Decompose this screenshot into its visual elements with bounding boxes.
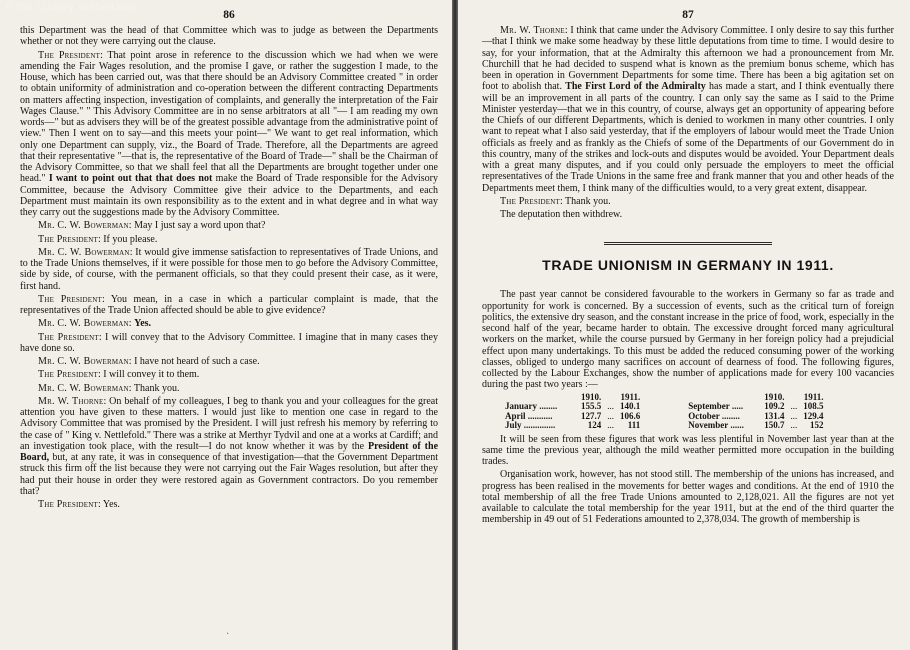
column-spacer — [643, 412, 685, 422]
value-1910: 124 — [587, 420, 602, 430]
speaker-name: The President — [38, 233, 98, 245]
value-1910: 131.4 — [764, 410, 785, 421]
dialogue-paragraph: The President: Thank you. — [500, 195, 611, 207]
dialogue-paragraph: The President: You mean, in a case in which a particular complaint is made, that the representatives of the Trade Union affected should be able to give evidence? — [20, 293, 439, 316]
speaker-name: Mr. C. W. Bowerman — [38, 382, 129, 394]
leader-dots: ... — [790, 420, 798, 430]
month-label: November ...... — [688, 420, 744, 430]
left-page-body — [20, 25, 438, 510]
year-header: 1911. — [620, 391, 641, 402]
value-1910: 109.2 — [764, 401, 785, 411]
dialogue-paragraph: Mr. C. W. Bowerman: May I just say a word upon that? — [38, 220, 266, 232]
right-page-dialogue — [482, 25, 894, 220]
value-1910: 155.5 — [581, 401, 602, 411]
dialogue-paragraph: The deputation then withdrew. — [500, 209, 623, 220]
year-header: 1910. — [581, 391, 602, 402]
speaker-name: Mr. C. W. Bowerman — [38, 246, 130, 258]
dialogue-paragraph: The President: If you please. — [38, 233, 158, 245]
page-number: 86 — [223, 9, 235, 21]
dialogue-paragraph: The President: Yes. — [38, 499, 120, 510]
emphasized-text: Yes. — [134, 318, 152, 330]
value-1911: 106.6 — [620, 410, 641, 421]
value-1910: 127.7 — [581, 410, 602, 421]
leader-dots: ... — [607, 410, 614, 421]
table-row — [502, 421, 827, 431]
leader-dots: ... — [790, 410, 798, 421]
value-1911: 140.1 — [620, 401, 641, 411]
month-label: January ........ — [505, 401, 558, 411]
scan-mark: · — [226, 629, 230, 640]
speaker-name: The President — [38, 499, 98, 510]
month-label: October ........ — [688, 410, 740, 421]
article-paragraph: Organisation work, however, has not stood still. The membership of the unions has increased, and progress has been realised in the movements for better wages and conditions. At the end of 1910 the total membership of all the free Trade Unions amounted to 2,128,021. All the figures are not yet available to calculate the total membership for the year 1911, but at the end of the third quarter the membership in 49 out of 51 Federations amounted to 2,378,034. The growth of membership is — [482, 469, 894, 526]
dialogue-paragraph: Mr. C. W. Bowerman: I have not heard of such a case. — [38, 356, 260, 367]
dialogue-paragraph: Mr. W. Thorne: I think that came under the Advisory Committee. I only desire to say this further—that I think we make some headway by these little deputations from time to time. I would desire to say, for your information, that at the Admiralty this afternoon we had a pronouncement from Mr. Churchill that he had decided to suspend what is known as the premium bonus scheme, which has been in operation in Government Departments for some time. There has been a big agitation set on foot to abolish that. The First Lord of the Admiralty has made a start, and I think eventually there will be an improvement in all parts of the country. I can only say the same as I said to the Prime Minister yesterday—that we in this country, of course, always get an opportunity of appearing before the Chiefs of our different Departments, which is denied to workmen in many other countries. I only want to repeat what I also said yesterday, that if the employers of labour would meet the Trade Union officials as freely and as frankly as the Chiefs of some of the Departments of our Government do in this country, many of the strikes and lock-outs and disputes would be avoided. Your Department deals with a great many disputes, and if you could only persuade the employers to meet the official representatives of the Trade Unions in the same free and frank manner that you and other heads of the Departments meet them, I think many of the difficulties would, to a very great extent, disappear. — [482, 25, 894, 194]
month-label: September ..... — [688, 401, 744, 411]
month-label: July .............. — [505, 420, 556, 430]
speaker-name: The President — [38, 369, 98, 381]
speaker-name: Mr. C. W. Bowerman — [38, 220, 129, 232]
year-header: 1911. — [803, 391, 824, 402]
left-page — [0, 0, 452, 650]
leader-dots: ... — [607, 420, 614, 430]
emphasized-text: President of the Board, — [20, 440, 439, 463]
article-heading: TRADE UNIONISM IN GERMANY IN 1911. — [542, 257, 834, 274]
dialogue-paragraph: The President: That point arose in reference to the discussion which we had when we were amending the Fair Wages resolution, and the promise I gave, or rather the suggestion I made, to the House, which has been carried out, was that there should be an Advisory Committee created " in order to obtain uniformity of administration and co-operation between the different contracting Departments on matters affecting inspection, investigation of complaints, and generally the interpretation of the Fair Wages Clause." " This Advisory Committee are in no sense arbitrators at all "— I am reading my own words—" but as advisers they will be of the greatest possible advantage from the administrative point of view." Then I went on to say—and this meets your point—" We want to get real information, which only one Department can supply, viz., the Board of Trade. Therefore, all the Departments are agreed that their representative "—that is, the representative of the Board of Trade—" shall be the Chairman of the Advisory Committee, so that we shall feel that all the Departments are brought together under one head." I want to point out that that does not make the Board of Trade responsible for the Advisory Committee, because the Advisory Committee give their advice to the Departments, and each Department must maintain its own responsibility as to the extent and in what degree and in what way they carry out the suggestions made by the Advisory Committee. — [20, 49, 438, 218]
article-body — [482, 289, 894, 525]
speaker-name: Mr. C. W. Bowerman — [38, 356, 129, 367]
speaker-name: Mr. C. W. Bowerman — [38, 318, 129, 330]
section-divider — [604, 242, 772, 247]
leader-dots: ... — [607, 401, 614, 411]
vacancy-table — [502, 393, 827, 431]
speaker-name: The President — [38, 293, 102, 305]
value-1911: 111 — [627, 420, 641, 430]
speaker-name: Mr. W. Thorne — [38, 395, 104, 407]
value-1910: 150.7 — [764, 420, 785, 430]
speaker-name: Mr. W. Thorne — [500, 25, 565, 36]
dialogue-paragraph: Mr. C. W. Bowerman: Yes. — [38, 318, 152, 330]
dialogue-paragraph: this Department was the head of that Committee which was to judge as between the Departments whether or not they were carrying out the clause. — [20, 25, 438, 48]
column-spacer — [643, 402, 685, 412]
article-paragraph: It will be seen from these figures that work was less plentiful in November last year than at the same time the previous year, although the mild weather permitted more occupation in the building trades. — [482, 433, 894, 467]
emphasized-text: I want to point out that that does not — [48, 173, 213, 185]
article-paragraph: The past year cannot be considered favourable to the workers in Germany so far as trade and opportunity for work is concerned. By a succession of events, such as the critical turn of foreign politics, the extensive dry season, and the constant increase in the price of food, work, especially in the second half of the year, became harder to obtain. The excessive drought forced many agricultural workers on the market, while the course pursued by Germany in her foreign policy had a prejudicial effect upon many undertakings. To this must be added the reduced consuming power of the working classes, obliged to undergo many sacrifices on account of dearness of food. The following figures, collected by the Labour Exchanges, show the number of applications made for every 100 vacancies during the past two years :— — [482, 289, 894, 391]
emphasized-text: The First Lord of the Admiralty — [565, 81, 706, 93]
dialogue-paragraph: Mr. W. Thorne: On behalf of my colleagues, I beg to thank you and your colleagues for the great attention you have given to these matters. I would just like to mention one case in regard to the Advisory Committee that was promised by the President. I will just refresh his memory by referring to the case of " King v. Nettlefold." There was a strike at Merthyr Tydvil and one at a works at Cardiff; and an investigation took place, with the result—I do not know whether it was by the President of the Board, but, at any rate, it was in consequence of that investigation—that the Government Department struck this firm off the list because they were not carrying out the Fair Wages resolution, but after they had put their house in order they were restored again as Government contractors. Do you remember that? — [20, 395, 439, 497]
column-spacer — [643, 421, 685, 431]
month-label: April ........... — [505, 410, 553, 421]
speaker-name: The President — [38, 331, 99, 343]
speaker-name: The President — [38, 49, 101, 61]
dialogue-paragraph: The President: I will convey that to the Advisory Committee. I imagine that in many cases they have done so. — [20, 331, 438, 354]
dialogue-paragraph: The President: I will convey it to them. — [38, 369, 200, 381]
value-1911: 108.5 — [803, 401, 824, 411]
page-number: 87 — [682, 9, 694, 21]
leader-dots: ... — [790, 401, 798, 411]
value-1911: 152 — [810, 420, 824, 430]
speaker-name: The President — [500, 195, 560, 207]
year-header: 1910. — [764, 391, 785, 402]
dialogue-paragraph: Mr. C. W. Bowerman: Thank you. — [38, 382, 180, 394]
value-1911: 129.4 — [803, 410, 824, 421]
copyright-watermark: © TUC Library Collections — [6, 3, 137, 13]
dialogue-paragraph: Mr. C. W. Bowerman: It would give immense satisfaction to representatives of Trade Unions, and to the Trade Unions themselves, if it were possible for those men to go before the Advisory Committee, side by side, of course, with the permanent officials, so that they could present their case, as it were, first hand. — [20, 246, 438, 292]
right-page — [458, 0, 910, 650]
